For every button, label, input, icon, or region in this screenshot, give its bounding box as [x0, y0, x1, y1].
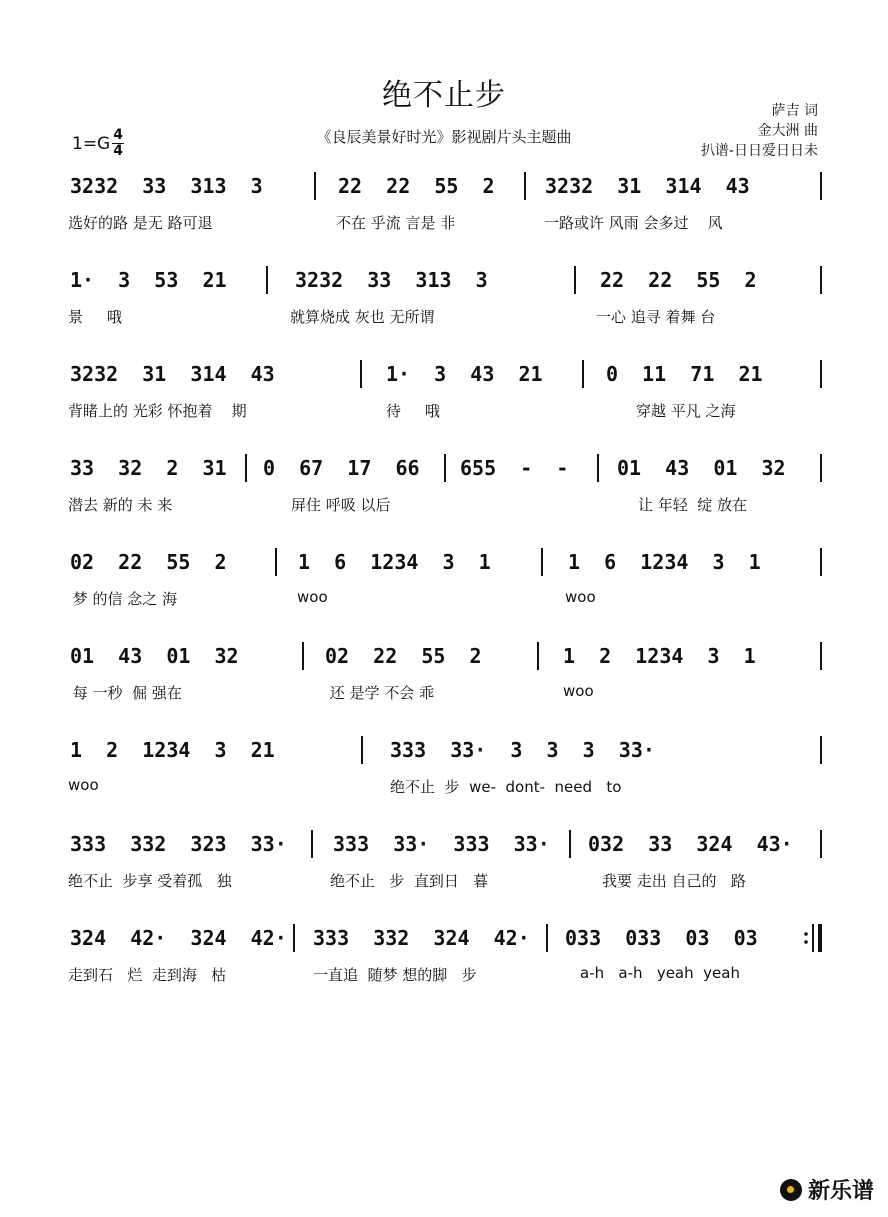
notation-measure: 033 033 03 03 — [565, 926, 758, 950]
site-logo — [780, 1174, 874, 1205]
notation-measure: 333 33· 3 3 3 33· — [390, 738, 655, 762]
lyric-text: a-h a-h yeah yeah — [580, 964, 740, 982]
song-subtitle: 《良辰美景好时光》影视剧片头主题曲 — [316, 128, 572, 146]
music-line — [0, 362, 888, 402]
time-numerator: 4 — [113, 127, 123, 143]
bar-line — [820, 360, 822, 388]
notation-measure: 655 - - — [460, 456, 569, 480]
music-line — [0, 174, 888, 214]
vinyl-disc-icon — [780, 1179, 802, 1201]
bar-line — [546, 924, 548, 952]
lyric-text: woo — [563, 682, 594, 700]
notation-measure: 1 2 1234 3 1 — [563, 644, 756, 668]
lyric-text: 屏住 呼吸 以后 — [291, 496, 391, 514]
site-logo-text: 新乐谱 — [807, 1179, 874, 1204]
music-line — [0, 644, 888, 684]
notation-measure: 22 22 55 2 — [600, 268, 757, 292]
bar-line — [597, 454, 599, 482]
lyric-text: woo — [68, 776, 99, 794]
bar-line — [311, 830, 313, 858]
bar-line — [541, 548, 543, 576]
notation-measure: 01 43 01 32 — [70, 644, 239, 668]
bar-line — [820, 454, 822, 482]
notation-measure: 02 22 55 2 — [70, 550, 227, 574]
notation-measure: 1· 3 53 21 — [70, 268, 227, 292]
lyric-line — [0, 306, 888, 328]
lyric-line — [0, 870, 888, 892]
lyric-text: 选好的路 是无 路可退 — [68, 214, 213, 232]
bar-line — [820, 924, 822, 952]
lyric-text: 每 一秒 倔 强在 — [68, 684, 182, 702]
notation-measure: 22 22 55 2 — [338, 174, 495, 198]
lyric-line — [0, 964, 888, 986]
lyric-line — [0, 400, 888, 422]
lyric-line — [0, 588, 888, 610]
lyric-text: 绝不止 步 we- dont- need to — [390, 778, 622, 796]
bar-line — [444, 454, 446, 482]
notation-measure: 3232 31 314 43 — [545, 174, 750, 198]
lyric-line — [0, 494, 888, 516]
notation-measure: 0 11 71 21 — [606, 362, 763, 386]
notation-measure: 032 33 324 43· — [588, 832, 793, 856]
bar-line — [820, 266, 822, 294]
lyric-text: woo — [297, 588, 328, 606]
lyric-text: 绝不止 步享 受着孤 独 — [68, 872, 232, 890]
lyric-text: 梦 的信 念之 海 — [68, 590, 178, 608]
bar-line — [302, 642, 304, 670]
notation-measure: 1 2 1234 3 21 — [70, 738, 275, 762]
lyric-text: 绝不止 步 直到日 暮 — [330, 872, 489, 890]
bar-line — [820, 642, 822, 670]
music-line — [0, 550, 888, 590]
lyric-text: 一路或许 风雨 会多过 风 — [544, 214, 723, 232]
lyric-text: 走到石 烂 走到海 枯 — [68, 966, 227, 984]
notation-measure: 3232 33 313 3 — [70, 174, 263, 198]
bar-line — [293, 924, 295, 952]
bar-line — [314, 172, 316, 200]
lyricist-credit: 萨吉 词 — [771, 103, 818, 119]
time-denominator: 4 — [113, 143, 123, 159]
notation-measure: 333 332 323 33· — [70, 832, 287, 856]
notation-measure: 1 6 1234 3 1 — [298, 550, 491, 574]
bar-line — [275, 548, 277, 576]
transcriber-credit: 扒谱-日日爱日日未 — [700, 143, 818, 159]
lyric-text: 穿越 平凡 之海 — [636, 402, 736, 420]
lyric-line — [0, 212, 888, 234]
lyric-text: 待 哦 — [386, 402, 440, 420]
music-line — [0, 832, 888, 872]
notation-measure: 1 6 1234 3 1 — [568, 550, 761, 574]
lyric-text: 让 年轻 绽 放在 — [638, 496, 748, 514]
lyric-text: 就算烧成 灰也 无所谓 — [290, 308, 435, 326]
lyric-text: woo — [565, 588, 596, 606]
time-signature — [112, 128, 124, 159]
bar-line — [574, 266, 576, 294]
song-title: 绝不止步 — [382, 78, 506, 113]
notation-measure: 333 332 324 42· — [313, 926, 530, 950]
music-line — [0, 268, 888, 308]
lyric-text: 还 是学 不会 乖 — [325, 684, 435, 702]
lyric-text: 潜去 新的 未 来 — [68, 496, 173, 514]
bar-line — [361, 736, 363, 764]
lyric-text: 不在 乎流 言是 非 — [336, 214, 456, 232]
bar-line — [820, 830, 822, 858]
lyric-text: 我要 走出 自己的 路 — [602, 872, 746, 890]
notation-measure: 0 67 17 66 — [263, 456, 420, 480]
key-label: 1=G — [72, 133, 111, 154]
bar-line — [820, 172, 822, 200]
notation-measure: 324 42· 324 42· — [70, 926, 287, 950]
lyric-text: 背睹上的 光彩 怀抱着 期 — [68, 402, 247, 420]
bar-line — [537, 642, 539, 670]
notation-measure: 01 43 01 32 — [617, 456, 786, 480]
bar-line — [524, 172, 526, 200]
bar-line — [245, 454, 247, 482]
bar-line — [360, 360, 362, 388]
notation-measure: 333 33· 333 33· — [333, 832, 550, 856]
music-line — [0, 926, 888, 966]
lyric-line — [0, 682, 888, 704]
notation-measure: 3232 33 313 3 — [295, 268, 488, 292]
lyric-text: 景 哦 — [68, 308, 122, 326]
notation-measure: 33 32 2 31 — [70, 456, 227, 480]
notation-measure: 02 22 55 2 — [325, 644, 482, 668]
lyric-text: 一心 追寻 着舞 台 — [596, 308, 716, 326]
key-signature — [72, 128, 124, 159]
bar-line — [266, 266, 268, 294]
bar-line — [569, 830, 571, 858]
music-line — [0, 456, 888, 496]
music-line — [0, 738, 888, 778]
lyric-text: 一直追 随梦 想的脚 步 — [313, 966, 477, 984]
notation-measure: 1· 3 43 21 — [386, 362, 543, 386]
lyric-line — [0, 776, 888, 798]
bar-line — [820, 548, 822, 576]
notation-measure: 3232 31 314 43 — [70, 362, 275, 386]
bar-line — [582, 360, 584, 388]
composer-credit: 金大洲 曲 — [757, 123, 818, 139]
bar-line — [820, 736, 822, 764]
